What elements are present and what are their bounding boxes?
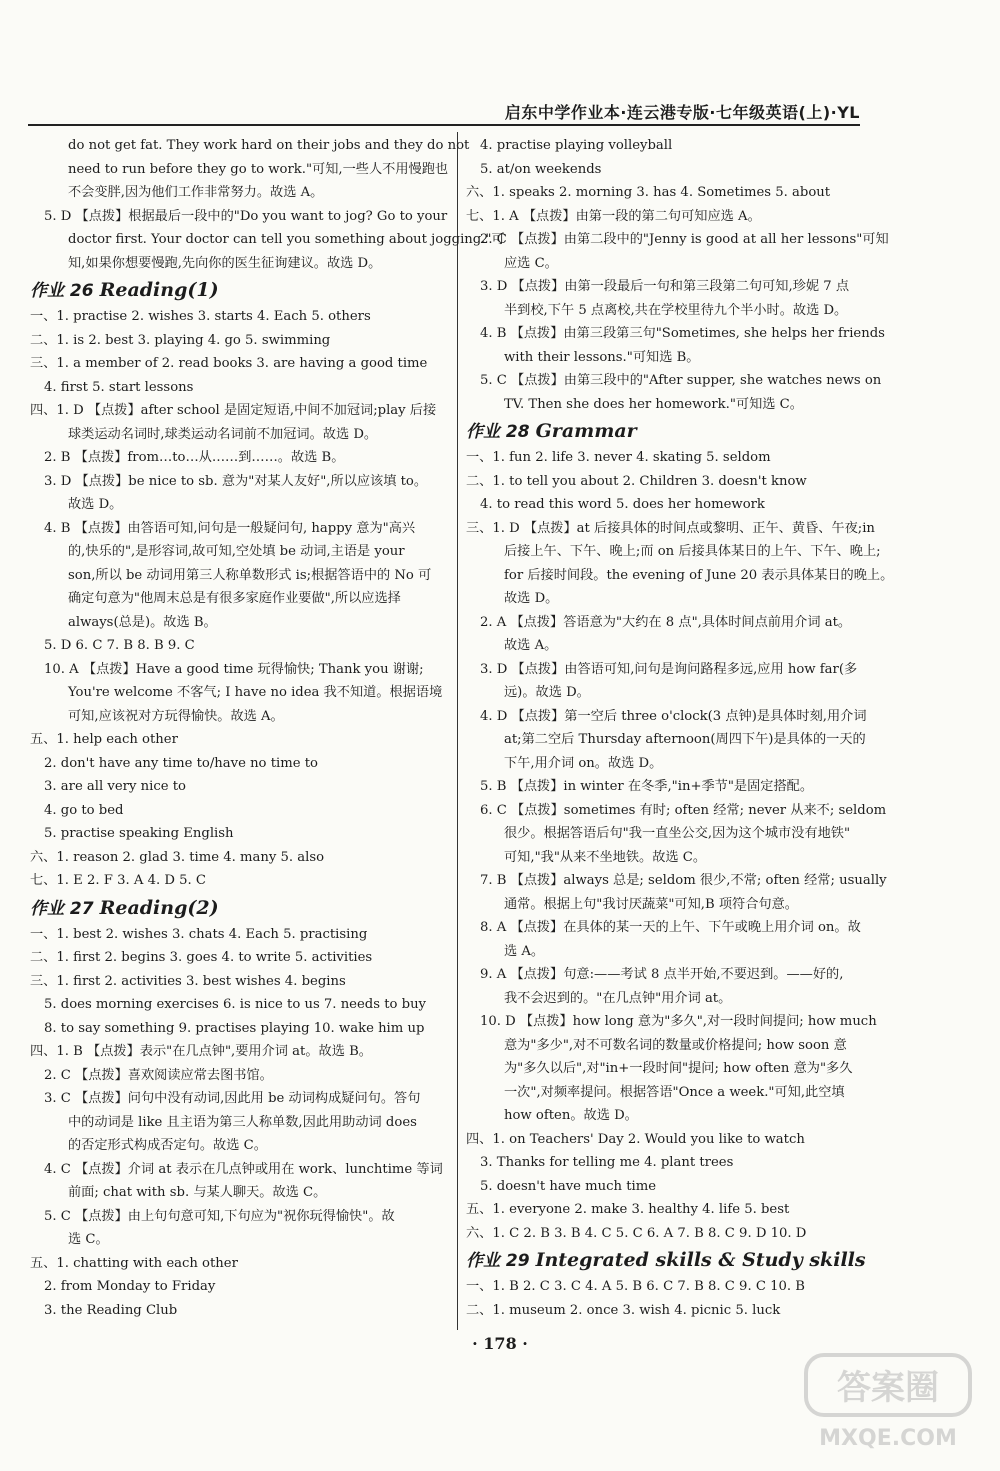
- answer-line: with their lessons."可知选 B。: [504, 349, 700, 365]
- answer-line: 很少。根据答语后句"我一直坐公交,因为这个城市没有地铁": [504, 826, 851, 841]
- answer-line: 3. C 【点拨】问句中没有动词,因此用 be 动词构成疑问句。答句: [44, 1091, 421, 1106]
- answer-line: doctor first. Your doctor can tell you something about jogging."可: [68, 232, 505, 247]
- answer-line: 一、1. fun 2. life 3. never 4. skating 5. seldom: [466, 450, 771, 465]
- column-divider: [457, 132, 458, 1330]
- answer-line: 五、1. everyone 2. make 3. healthy 4. life 5. best: [466, 1202, 790, 1217]
- answer-line: 5. D 【点拨】根据最后一段中的"Do you want to jog? Go to your: [44, 208, 448, 224]
- answer-line: 中的动词是 like 且主语为第三人称单数,因此用助动词 does: [68, 1114, 417, 1130]
- answer-line: 六、1. reason 2. glad 3. time 4. many 5. also: [30, 849, 325, 865]
- answer-line: 5. at/on weekends: [480, 161, 602, 177]
- answer-line: 可知,应该祝对方玩得愉快。故选 A。: [68, 708, 284, 724]
- answer-line: 2. A 【点拨】答语意为"大约在 8 点",具体时间点前用介词 at。: [480, 614, 852, 630]
- answer-line: 三、1. D 【点拨】at 后接具体的时间点或黎明、正午、黄昏、午夜;in: [466, 520, 875, 536]
- answer-line: 3. Thanks for telling me 4. plant trees: [480, 1155, 734, 1170]
- answer-line: 二、1. to tell you about 2. Children 3. doesn't know: [466, 473, 807, 489]
- answer-line: 一、1. B 2. C 3. C 4. A 5. B 6. C 7. B 8. C 9. C 10. B: [466, 1279, 805, 1294]
- answer-line: 我不会迟到的。"在几点钟"用介词 at。: [504, 990, 732, 1006]
- answer-line: You're welcome 不客气; I have no idea 我不知道。根据语境: [68, 685, 443, 700]
- answer-line: 的,快乐的",是形容词,故可知,空处填 be 动词,主语是 your: [68, 544, 405, 559]
- answer-line: 知,如果你想要慢跑,先向你的医生征询建议。故选 D。: [68, 255, 382, 271]
- answer-line: 7. B 【点拨】always 总是; seldom 很少,不常; often 经常; usually: [480, 873, 887, 888]
- answer-line: 2. B 【点拨】from…to…从……到……。故选 B。: [44, 450, 345, 465]
- answer-line: 故选 D。: [68, 497, 123, 512]
- answer-line: 五、1. help each other: [30, 732, 178, 747]
- answer-line: 后接上午、下午、晚上;而 on 后接具体某日的上午、下午、晚上;: [504, 544, 881, 559]
- answer-line: 6. C 【点拨】sometimes 有时; often 经常; never 从来不; seldom: [480, 802, 887, 818]
- answer-line: always(总是)。故选 B。: [68, 614, 217, 630]
- answer-line: 2. C 【点拨】喜欢阅读应常去图书馆。: [44, 1067, 273, 1083]
- answer-line: 三、1. a member of 2. read books 3. are having a good time: [30, 356, 428, 371]
- answer-line: 5. does morning exercises 6. is nice to us 7. needs to buy: [44, 997, 427, 1012]
- answer-line: 3. D 【点拨】be nice to sb. 意为"对某人友好",所以应该填 to。: [44, 473, 428, 489]
- section-title: Reading(2): [99, 896, 219, 919]
- answer-line: 5. B 【点拨】in winter 在冬季,"in+季节"是固定搭配。: [480, 779, 814, 794]
- answer-line: 故选 D。: [504, 591, 559, 606]
- answer-line: 选 C。: [68, 1232, 109, 1247]
- answer-line: 5. C 【点拨】由第三段中的"After supper, she watches news on: [480, 373, 882, 388]
- answer-line: for 后接时间段。the evening of June 20 表示具体某日的晚上。: [504, 567, 894, 583]
- answer-line: 一、1. practise 2. wishes 3. starts 4. Each 5. others: [30, 309, 371, 324]
- answer-line: 六、1. speaks 2. morning 3. has 4. Sometimes 5. about: [466, 185, 831, 200]
- answer-line: 远)。故选 D。: [504, 685, 590, 700]
- answer-line: 10. D 【点拨】how long 意为"多久",对一段时间提问; how much: [480, 1014, 877, 1029]
- section-title: Grammar: [535, 420, 637, 442]
- answer-line: 10. A 【点拨】Have a good time 玩得愉快; Thank you 谢谢;: [44, 661, 424, 677]
- answer-line: 不会变胖,因为他们工作非常努力。故选 A。: [68, 185, 324, 200]
- answer-line: 一次",对频率提问。根据答语"Once a week."可知,此空填: [504, 1084, 845, 1100]
- answer-line: 5. doesn't have much time: [480, 1178, 657, 1194]
- answer-line: 前面; chat with sb. 与某人聊天。故选 C。: [68, 1185, 327, 1200]
- answer-line: 8. A 【点拨】在具体的某一天的上午、下午或晚上用介词 on。故: [480, 920, 861, 935]
- section-heading: [466, 1245, 896, 1275]
- answer-line: 3. are all very nice to: [44, 779, 186, 794]
- answer-line: 确定句意为"他周末总是有很多家庭作业要做",所以应选择: [68, 591, 401, 606]
- answer-line: 5. practise speaking English: [44, 826, 234, 841]
- answer-line: 二、1. museum 2. once 3. wish 4. picnic 5. luck: [466, 1302, 781, 1318]
- answer-line: 一、1. best 2. wishes 3. chats 4. Each 5. practising: [30, 926, 368, 942]
- section-heading: [30, 275, 448, 305]
- answer-line: 二、1. first 2. begins 3. goes 4. to write 5. activities: [30, 950, 373, 965]
- answer-line: 六、1. C 2. B 3. B 4. C 5. C 6. A 7. B 8. C 9. D 10. D: [466, 1225, 807, 1241]
- answer-line: 3. D 【点拨】由答语可知,问句是询问路程多远,应用 how far(多: [480, 661, 858, 677]
- answer-line: 故选 A。: [504, 638, 558, 653]
- answer-line: 半到校,下午 5 点离校,共在学校里待九个半小时。故选 D。: [504, 302, 848, 318]
- answer-line: need to run before they go to work."可知,一些人不用慢跑也: [68, 161, 449, 177]
- answer-line: 为"多久以后",对"in+一段时间"提问; how often 意为"多久: [504, 1061, 853, 1076]
- answer-line: 3. the Reading Club: [44, 1302, 178, 1318]
- watermark-logo-text: 答案圈: [837, 1368, 939, 1408]
- answer-line: 4. first 5. start lessons: [44, 379, 194, 395]
- answer-line: 应选 C。: [504, 255, 558, 271]
- answer-line: 4. D 【点拨】第一空后 three o'clock(3 点钟)是具体时刻,用介词: [480, 708, 867, 724]
- right-column: [466, 134, 896, 1322]
- answer-line: 球类运动名词时,球类运动名词前不加冠词。故选 D。: [68, 426, 378, 442]
- page-number: · 178 ·: [472, 1334, 528, 1353]
- answer-line: 意为"多少",对不可数名词的数量或价格提问; how soon 意: [504, 1037, 847, 1053]
- answer-line: 四、1. D 【点拨】after school 是固定短语,中间不加冠词;play 后接: [30, 403, 437, 418]
- section-heading: [30, 893, 448, 923]
- answer-line: 4. C 【点拨】介词 at 表示在几点钟或用在 work、lunchtime 等词: [44, 1161, 443, 1177]
- answer-line: 2. C 【点拨】由第二段中的"Jenny is good at all her lessons"可知: [480, 232, 889, 247]
- section-number: 作业 27: [30, 898, 94, 919]
- answer-line: 5. D 6. C 7. B 8. B 9. C: [44, 638, 195, 653]
- answer-line: 3. D 【点拨】由第一段最后一句和第三段第二句可知,珍妮 7 点: [480, 279, 850, 294]
- answer-line: 三、1. first 2. activities 3. best wishes 4. begins: [30, 973, 346, 989]
- answer-line: 五、1. chatting with each other: [30, 1255, 238, 1271]
- answer-line: 的否定形式构成否定句。故选 C。: [68, 1138, 267, 1153]
- answer-line: 2. don't have any time to/have no time to: [44, 755, 318, 771]
- watermark-graphic: [798, 1347, 978, 1457]
- answer-line: 4. B 【点拨】由第三段第三句"Sometimes, she helps her friends: [480, 326, 885, 341]
- header-rule: [28, 124, 860, 126]
- answer-line: 四、1. B 【点拨】表示"在几点钟",要用介词 at。故选 B。: [30, 1044, 372, 1059]
- answer-line: 5. C 【点拨】由上句句意可知,下句应为"祝你玩得愉快"。故: [44, 1208, 395, 1224]
- watermark-text: MXQE.COM: [819, 1426, 957, 1451]
- answer-line: 2. from Monday to Friday: [44, 1279, 216, 1294]
- answer-line: 8. to say something 9. practises playing 10. wake him up: [44, 1020, 425, 1036]
- section-heading: [466, 416, 896, 446]
- section-number: 作业 29: [466, 1251, 530, 1271]
- answer-line: 七、1. A 【点拨】由第一段的第二句可知应选 A。: [466, 208, 761, 224]
- answer-line: 可知,"我"从来不坐地铁。故选 C。: [504, 849, 707, 865]
- answer-line: 下午,用介词 on。故选 D。: [504, 755, 663, 771]
- answer-line: 选 A。: [504, 943, 545, 959]
- section-title: Integrated skills & Study skills: [535, 1249, 866, 1271]
- answer-line: how often。故选 D。: [504, 1108, 638, 1123]
- mxqe-logo-icon: [798, 1347, 978, 1457]
- section-title: Reading(1): [99, 279, 219, 301]
- page-header: 启东中学作业本·连云港专版·七年级英语(上)·YL: [504, 103, 860, 122]
- answer-line: do not get fat. They work hard on their jobs and they do not: [68, 138, 470, 153]
- answer-line: 二、1. is 2. best 3. playing 4. go 5. swimming: [30, 332, 331, 348]
- answer-line: 4. go to bed: [44, 802, 124, 818]
- answer-line: 9. A 【点拨】句意:——考试 8 点半开始,不要迟到。——好的,: [480, 967, 844, 982]
- answer-line: TV. Then she does her homework."可知选 C。: [504, 396, 803, 412]
- answer-line: at;第二空后 Thursday afternoon(周四下午)是具体的一天的: [504, 732, 866, 747]
- answer-line: son,所以 be 动词用第三人称单数形式 is;根据答语中的 No 可: [68, 567, 432, 583]
- section-number: 作业 26: [30, 281, 94, 301]
- answer-line: 七、1. E 2. F 3. A 4. D 5. C: [30, 873, 206, 888]
- section-number: 作业 28: [466, 422, 530, 442]
- answer-line: 通常。根据上句"我讨厌蔬菜"可知,B 项符合句意。: [504, 896, 798, 912]
- answer-line: 四、1. on Teachers' Day 2. Would you like to watch: [466, 1131, 805, 1147]
- answer-line: 4. B 【点拨】由答语可知,问句是一般疑问句, happy 意为"高兴: [44, 520, 416, 536]
- answer-line: 4. practise playing volleyball: [480, 138, 673, 153]
- answer-line: 4. to read this word 5. does her homework: [480, 497, 765, 512]
